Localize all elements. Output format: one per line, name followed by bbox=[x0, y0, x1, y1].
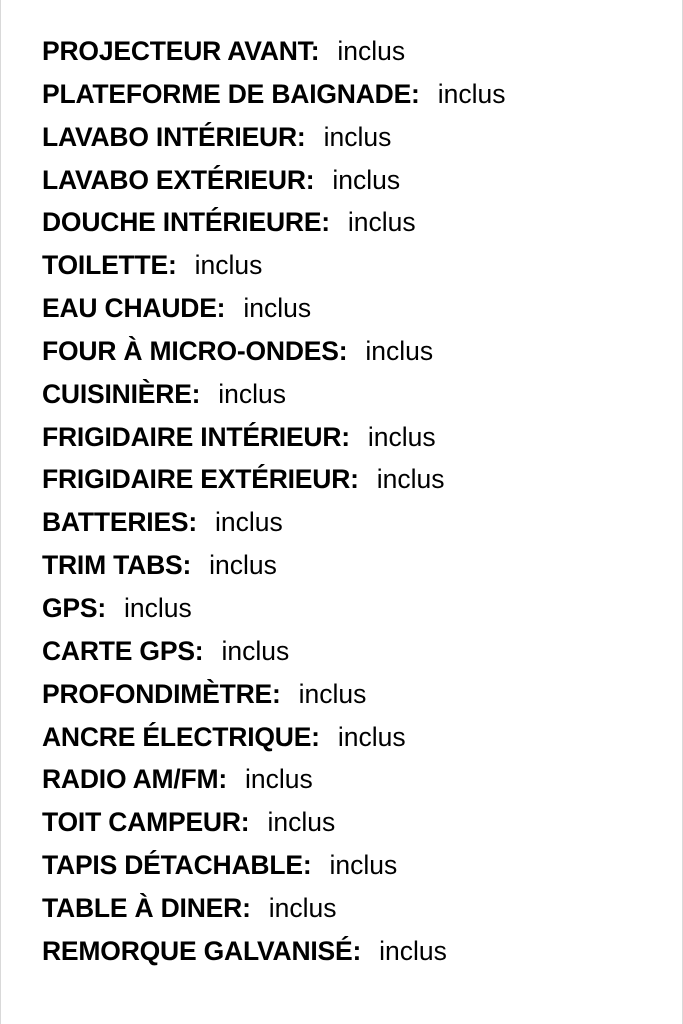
spec-row bbox=[42, 930, 505, 973]
spec-value: inclus bbox=[267, 807, 336, 838]
spec-row bbox=[42, 501, 505, 544]
spec-row bbox=[42, 758, 505, 801]
spec-row bbox=[42, 330, 505, 373]
spec-value: inclus bbox=[245, 764, 313, 795]
spec-row bbox=[42, 544, 505, 587]
spec-value: inclus bbox=[367, 421, 436, 452]
spec-row bbox=[42, 587, 505, 630]
spec-row bbox=[42, 416, 505, 459]
spec-row bbox=[42, 116, 505, 159]
spec-row bbox=[42, 30, 505, 73]
spec-label: REMORQUE GALVANISÉ: bbox=[42, 935, 362, 966]
spec-label: RADIO AM/FM: bbox=[42, 764, 228, 795]
spec-value: inclus bbox=[347, 207, 416, 238]
spec-label: LAVABO EXTÉRIEUR: bbox=[42, 164, 315, 195]
spec-value: inclus bbox=[215, 507, 283, 538]
spec-label: TAPIS DÉTACHABLE: bbox=[42, 850, 312, 881]
spec-row bbox=[42, 159, 505, 202]
spec-value: inclus bbox=[337, 36, 406, 66]
spec-value: inclus bbox=[221, 635, 290, 666]
spec-value: inclus bbox=[332, 164, 401, 195]
spec-row bbox=[42, 287, 505, 330]
spec-label: FRIGIDAIRE EXTÉRIEUR: bbox=[42, 464, 359, 495]
equipment-spec-list bbox=[42, 30, 505, 973]
spec-row bbox=[42, 716, 505, 759]
spec-row bbox=[42, 244, 505, 287]
spec-value: inclus bbox=[298, 678, 367, 709]
spec-row bbox=[42, 630, 505, 673]
spec-value: inclus bbox=[243, 293, 312, 324]
spec-label: TOIT CAMPEUR: bbox=[42, 807, 250, 838]
spec-value: inclus bbox=[268, 892, 337, 923]
spec-value: inclus bbox=[379, 935, 447, 966]
spec-label: CUISINIÈRE: bbox=[42, 378, 201, 409]
spec-label: LAVABO INTÉRIEUR: bbox=[42, 121, 306, 152]
spec-value: inclus bbox=[194, 250, 263, 281]
spec-row bbox=[42, 458, 505, 501]
spec-row bbox=[42, 73, 505, 116]
spec-label: FOUR À MICRO-ONDES: bbox=[42, 335, 348, 366]
spec-value: inclus bbox=[329, 850, 398, 881]
spec-label: PLATEFORME DE BAIGNADE: bbox=[42, 78, 420, 109]
spec-row bbox=[42, 673, 505, 716]
spec-value: inclus bbox=[437, 78, 506, 109]
spec-value: inclus bbox=[365, 335, 434, 366]
spec-row bbox=[42, 844, 505, 887]
spec-value: inclus bbox=[337, 721, 406, 752]
spec-row bbox=[42, 801, 505, 844]
spec-value: inclus bbox=[124, 592, 192, 623]
spec-value: inclus bbox=[376, 464, 445, 495]
spec-row bbox=[42, 887, 505, 930]
spec-row bbox=[42, 201, 505, 244]
spec-label: BATTERIES: bbox=[42, 507, 198, 538]
spec-row bbox=[42, 373, 505, 416]
spec-value: inclus bbox=[218, 378, 287, 409]
spec-label: TABLE À DINER: bbox=[42, 892, 251, 923]
spec-label: GPS: bbox=[42, 592, 106, 623]
spec-label: CARTE GPS: bbox=[42, 635, 204, 666]
spec-label: ANCRE ÉLECTRIQUE: bbox=[42, 721, 320, 752]
spec-value: inclus bbox=[209, 550, 277, 581]
spec-label: EAU CHAUDE: bbox=[42, 293, 226, 324]
spec-label: PROJECTEUR AVANT: bbox=[42, 36, 320, 66]
spec-label: DOUCHE INTÉRIEURE: bbox=[42, 207, 330, 238]
spec-value: inclus bbox=[323, 121, 392, 152]
spec-label: PROFONDIMÈTRE: bbox=[42, 678, 281, 709]
spec-label: TRIM TABS: bbox=[42, 550, 192, 581]
spec-label: FRIGIDAIRE INTÉRIEUR: bbox=[42, 421, 350, 452]
spec-label: TOILETTE: bbox=[42, 250, 177, 281]
